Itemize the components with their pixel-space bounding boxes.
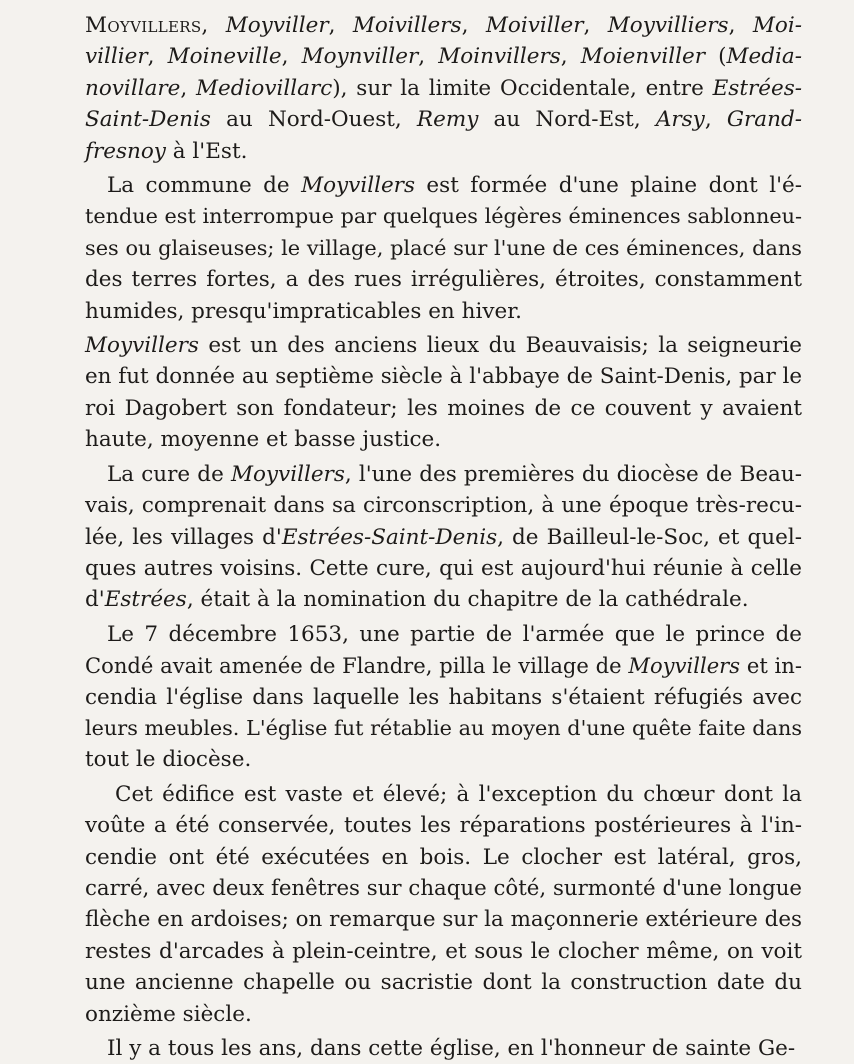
italic-text: Moyviller: [225, 13, 329, 38]
italic-text: Grand-: [726, 107, 803, 133]
text-line: [85, 41, 802, 72]
text-line: [85, 999, 802, 1030]
text-run: Condé avait amenée de Flandre, pilla le village de: [85, 653, 629, 679]
text-run: humides, presqu'impraticables en hiver.: [85, 298, 522, 324]
text-run: est un des anciens lieux du Beauvaisis; la seigneurie: [198, 333, 802, 359]
text-run: La cure de: [107, 461, 231, 487]
text-run: leurs meubles. L'église fut rétablie au moyen d'une quête faite dans: [85, 715, 802, 740]
text-run: La commune de: [107, 173, 302, 199]
text-line: [85, 904, 802, 935]
text-line: [85, 584, 802, 615]
text-line: [85, 650, 802, 681]
text-line: [85, 10, 802, 41]
text-run: voûte a été conservée, toutes les réparations postérieures à l'in-: [85, 813, 802, 839]
text-run: d': [85, 587, 105, 613]
text-line: [85, 873, 802, 904]
text-run: et in-: [740, 653, 802, 679]
text-line: [85, 136, 802, 167]
text-run: à l'Est.: [165, 138, 248, 164]
text-run: carré, avec deux fenêtres sur chaque côté, surmonté d'une longue: [85, 875, 802, 901]
text-run: Il y a tous les ans, dans cette église, en l'honneur de sainte Ge-: [107, 1036, 796, 1061]
text-run: ,: [418, 44, 439, 70]
text-line: [85, 73, 802, 104]
text-run: lée, les villages d': [85, 524, 282, 550]
text-run: Cet édifice est vaste et élevé; à l'exception du chœur dont la: [115, 781, 802, 807]
paragraph: [85, 459, 802, 616]
text-run: Le 7 décembre 1653, une partie de l'armée que le prince de: [107, 621, 802, 647]
text-run: ,: [328, 13, 353, 38]
text-run: (: [704, 44, 727, 70]
text-line: [85, 936, 802, 967]
text-line: [85, 744, 802, 775]
paragraph: [85, 779, 802, 1030]
text-run: au Nord-Est,: [478, 107, 656, 133]
text-line: [85, 842, 802, 873]
text-run: tendue est interrompue par quelques légères éminences sablonneu-: [85, 204, 802, 229]
text-line: [85, 361, 802, 392]
text-line: [85, 393, 802, 424]
italic-text: Arsy: [655, 107, 705, 133]
text-run: ,: [461, 13, 486, 38]
text-run: cendia l'église dans laquelle les habitans s'étaient réfugiés avec: [85, 684, 802, 710]
text-run: , l'une des premières du diocèse de Beau-: [344, 461, 802, 487]
italic-text: villier: [85, 44, 148, 70]
italic-text: Estrées-Saint-Denis: [281, 524, 498, 550]
text-run: est formée d'une plaine dont l'é-: [415, 173, 802, 199]
text-line: [85, 201, 802, 232]
italic-text: Moyvillers: [628, 653, 741, 679]
italic-text: Moynviller: [301, 44, 419, 70]
text-line: [85, 264, 802, 295]
italic-text: Moiviller: [485, 13, 584, 38]
text-line: [85, 522, 802, 553]
italic-text: Moyvillers: [301, 173, 415, 199]
italic-text: Moinvillers: [438, 44, 561, 70]
italic-text: Moi-: [752, 13, 802, 38]
text-line: [85, 170, 802, 201]
italic-text: Saint-Denis: [85, 107, 211, 133]
paragraph: [85, 1033, 802, 1064]
text-run: restes d'arcades à plein-ceintre, et sous le clocher même, on voit: [85, 938, 802, 964]
text-run: ,: [281, 44, 302, 70]
text-line: [85, 233, 802, 264]
text-run: , de Bailleul-le-Soc, et quel-: [497, 524, 802, 550]
italic-text: fresnoy: [85, 138, 166, 164]
text-line: [85, 779, 802, 810]
italic-text: Moineville: [167, 44, 282, 70]
italic-text: Moienviller: [580, 44, 705, 70]
text-run: cendie ont été exécutées en bois. Le clocher est latéral, gros,: [85, 844, 802, 870]
text-run: ,: [147, 44, 168, 70]
text-run: ,: [560, 44, 581, 70]
text-line: [85, 967, 802, 998]
text-line: [85, 1033, 802, 1064]
text-line: [85, 682, 802, 713]
text-line: [85, 296, 802, 327]
page-text: [85, 10, 802, 1064]
text-run: tout le diocèse.: [85, 747, 252, 773]
text-line: [85, 553, 802, 584]
text-run: ,: [180, 75, 197, 101]
italic-text: novillare: [85, 75, 181, 101]
text-line: [85, 713, 802, 744]
italic-text: Media-: [726, 44, 803, 70]
text-run: haute, moyenne et basse justice.: [85, 427, 442, 453]
text-run: onzième siècle.: [85, 1001, 252, 1027]
italic-text: Remy: [416, 107, 479, 133]
italic-text: Moyvilliers: [607, 13, 729, 38]
text-run: flèche en ardoises; on remarque sur la maçonnerie extérieure des: [85, 907, 802, 933]
text-run: ses ou glaiseuses; le village, placé sur l'une de ces éminences, dans: [85, 235, 802, 260]
text-line: [85, 810, 802, 841]
text-run: ,: [201, 13, 226, 38]
paragraph: [85, 330, 802, 456]
text-line: [85, 104, 802, 135]
paragraph: [85, 619, 802, 776]
text-run: ), sur la limite Occidentale, entre: [332, 75, 713, 101]
italic-text: Moivillers: [352, 13, 462, 38]
text-line: [85, 619, 802, 650]
paragraph: [85, 170, 802, 327]
text-run: , était à la nomination du chapitre de la cathédrale.: [186, 587, 749, 613]
text-run: en fut donnée au septième siècle à l'abbaye de Saint-Denis, par le: [85, 364, 803, 390]
small-caps-text: Moyvillers: [85, 13, 202, 38]
text-run: des terres fortes, a des rues irrégulières, étroites, constamment: [85, 267, 802, 293]
text-run: ques autres voisins. Cette cure, qui est aujourd'hui réunie à celle: [85, 555, 802, 581]
italic-text: Estrées-: [712, 75, 803, 101]
text-line: [85, 490, 802, 521]
text-run: ,: [728, 13, 753, 38]
italic-text: Mediovillarc: [196, 75, 333, 101]
text-run: roi Dagobert son fondateur; les moines de ce couvent y avaient: [85, 395, 802, 421]
text-run: au Nord-Ouest,: [210, 107, 417, 133]
text-run: ,: [583, 13, 608, 38]
text-run: vais, comprenait dans sa circonscription, à une époque très-recu-: [85, 493, 802, 519]
text-line: [85, 330, 802, 361]
italic-text: Estrées: [104, 587, 187, 613]
text-run: une ancienne chapelle ou sacristie dont la construction date du: [85, 970, 802, 996]
italic-text: Moyvillers: [230, 461, 345, 487]
paragraph: [85, 10, 802, 167]
text-line: [85, 424, 802, 455]
text-line: [85, 459, 802, 490]
text-run: ,: [704, 107, 727, 133]
italic-text: Moyvillers: [85, 333, 199, 359]
